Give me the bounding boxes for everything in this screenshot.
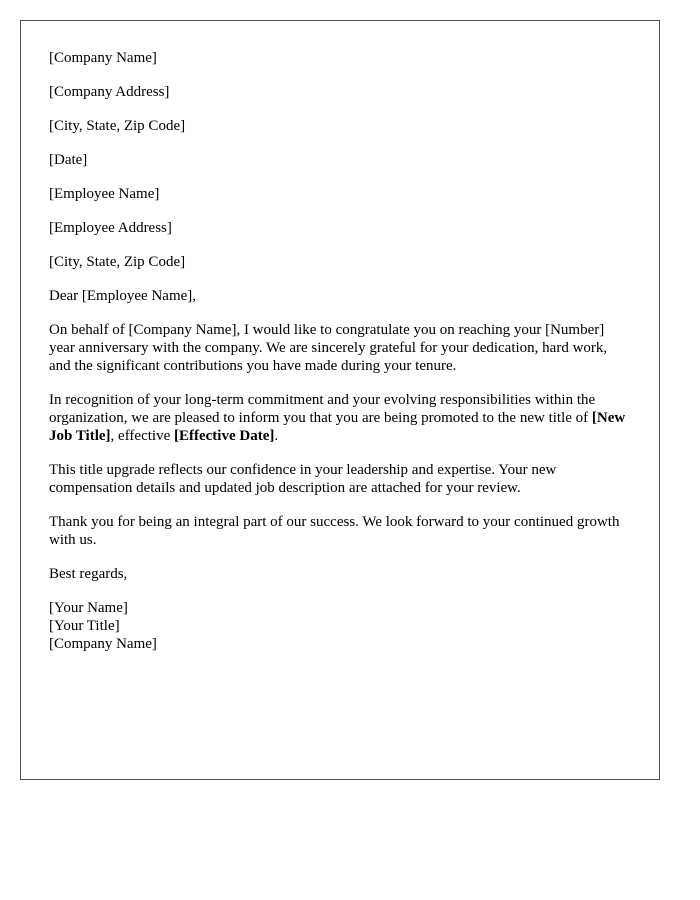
body-paragraph-2-prefix: In recognition of your long-term commitment and your evolving responsibilities within the organization, we are pleased to inform you that you are being promoted to the new title of <box>49 392 596 426</box>
body-paragraph-2-suffix: . <box>274 428 279 444</box>
body-paragraph-3: This title upgrade reflects our confidence in your leadership and expertise. Your new compensation details and updated job description are attached for your review. <box>49 462 557 496</box>
signature-company: [Company Name] <box>49 636 157 652</box>
company-city-state-zip: [City, State, Zip Code] <box>49 118 186 134</box>
signature-block <box>49 599 631 653</box>
body-paragraph-2-middle: , effective <box>110 428 174 444</box>
salutation: Dear [Employee Name], <box>49 288 197 304</box>
body-paragraph-4: Thank you for being an integral part of our success. We look forward to your continued growth with us. <box>49 514 620 548</box>
letter-date: [Date] <box>49 152 88 168</box>
signature-title: [Your Title] <box>49 618 120 634</box>
recipient-city-state-zip: [City, State, Zip Code] <box>49 254 186 270</box>
body-paragraph-2 <box>49 391 631 445</box>
letter-document <box>20 20 660 780</box>
body-paragraph-1: On behalf of [Company Name], I would like to congratulate you on reaching your [Number] year anniversary with the company. We are sincerely grateful for your dedication, hard work, and the significant contributions you have made during your tenure. <box>49 322 608 374</box>
closing: Best regards, <box>49 566 128 582</box>
company-address: [Company Address] <box>49 84 170 100</box>
new-job-title: [New Job Title] <box>49 410 626 444</box>
company-name: [Company Name] <box>49 50 157 66</box>
recipient-name: [Employee Name] <box>49 186 160 202</box>
signature-name: [Your Name] <box>49 600 128 616</box>
effective-date: [Effective Date] <box>173 428 275 444</box>
recipient-address: [Employee Address] <box>49 220 172 236</box>
